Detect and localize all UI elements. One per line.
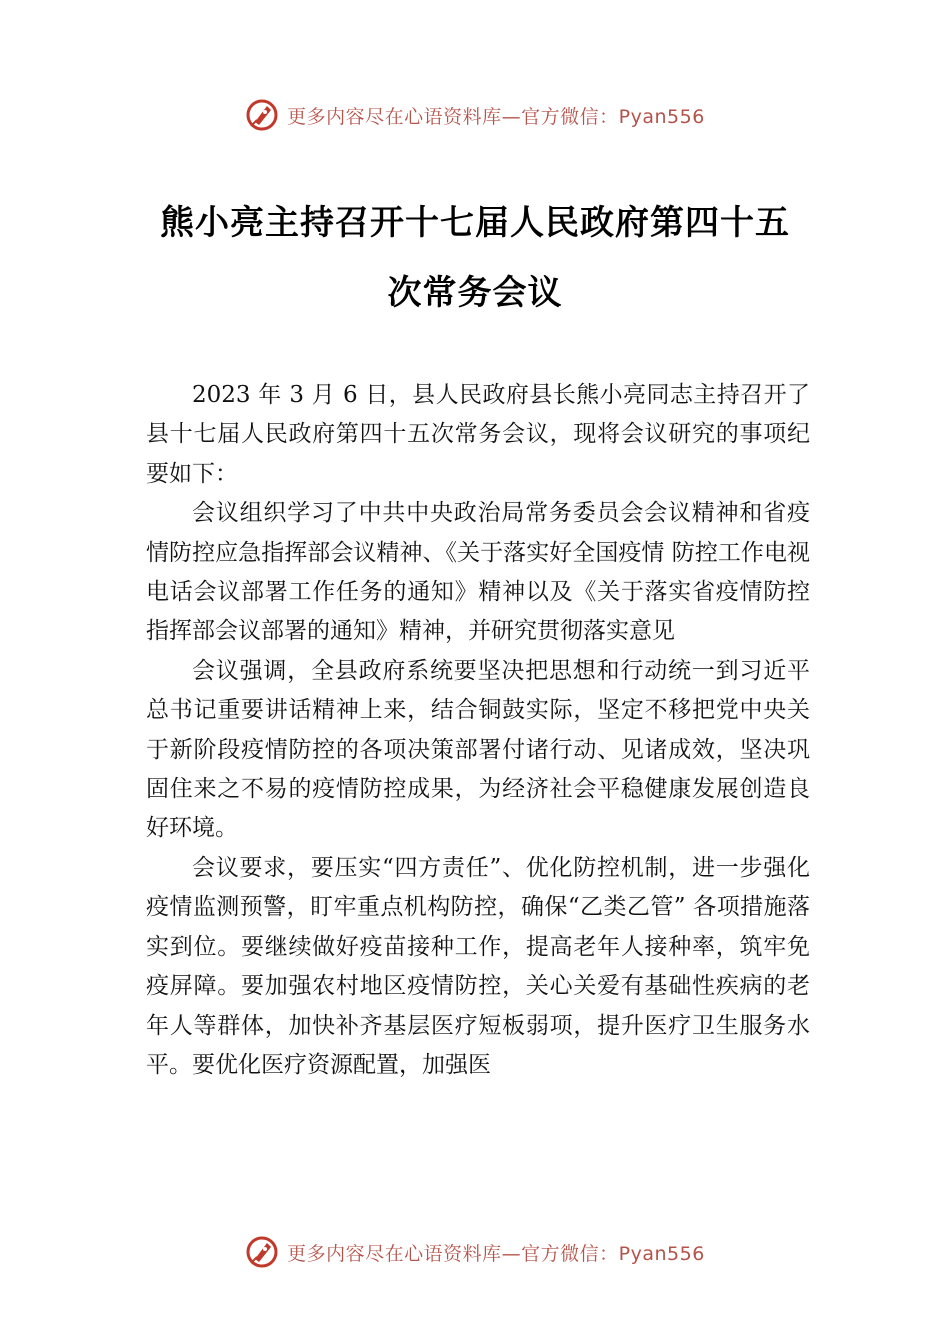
pen-nib-logo-icon	[245, 1235, 279, 1269]
document-body	[146, 376, 810, 1085]
footer-watermark-banner	[0, 1232, 950, 1272]
paragraph-2: 会议组织学习了中共中央政治局常务委员会会议精神和省疫情防控应急指挥部会议精神、《关于落实好全国疫情 防控工作电视电话会议部署工作任务的通知》精神以及《关于落实省疫情防控指挥部会议部署的通知》精神，并研究贯彻落实意见	[146, 500, 810, 645]
watermark-text: 更多内容尽在心语资料库—官方微信：Pyan556	[287, 105, 705, 128]
watermark-text: 更多内容尽在心语资料库—官方微信：Pyan556	[287, 1242, 705, 1265]
paragraph-4: 会议要求，要压实“四方责任”、优化防控机制，进一步强化疫情监测预警，盯牢重点机构防控，确保“乙类乙管” 各项措施落实到位。要继续做好疫苗接种工作，提高老年人接种率，筑牢免疫屏障。要加强农村地区疫情防控，关心关爱有基础性疾病的老年人等群体，加快补齐基层医疗短板弱项，提升医疗卫生服务水平。要优化医疗资源配置，加强医	[146, 854, 810, 1078]
header-watermark-banner	[0, 95, 950, 135]
title-line-2: 次常务会议	[387, 273, 563, 313]
pen-nib-logo-icon	[245, 98, 279, 132]
paragraph-1: 2023 年 3 月 6 日，县人民政府县长熊小亮同志主持召开了县十七届人民政府第四十五次常务会议，现将会议研究的事项纪要如下：	[146, 382, 810, 487]
paragraph-3: 会议强调，全县政府系统要坚决把思想和行动统一到习近平总书记重要讲话精神上来，结合铜鼓实际，坚定不移把党中央关于新阶段疫情防控的各项决策部署付诸行动、见诸成效，坚决巩固住来之不易的疫情防控成果，为经济社会平稳健康发展创造良好环境。	[146, 657, 810, 842]
document-title	[140, 188, 810, 328]
title-line-1: 熊小亮主持召开十七届人民政府第四十五	[160, 203, 790, 243]
